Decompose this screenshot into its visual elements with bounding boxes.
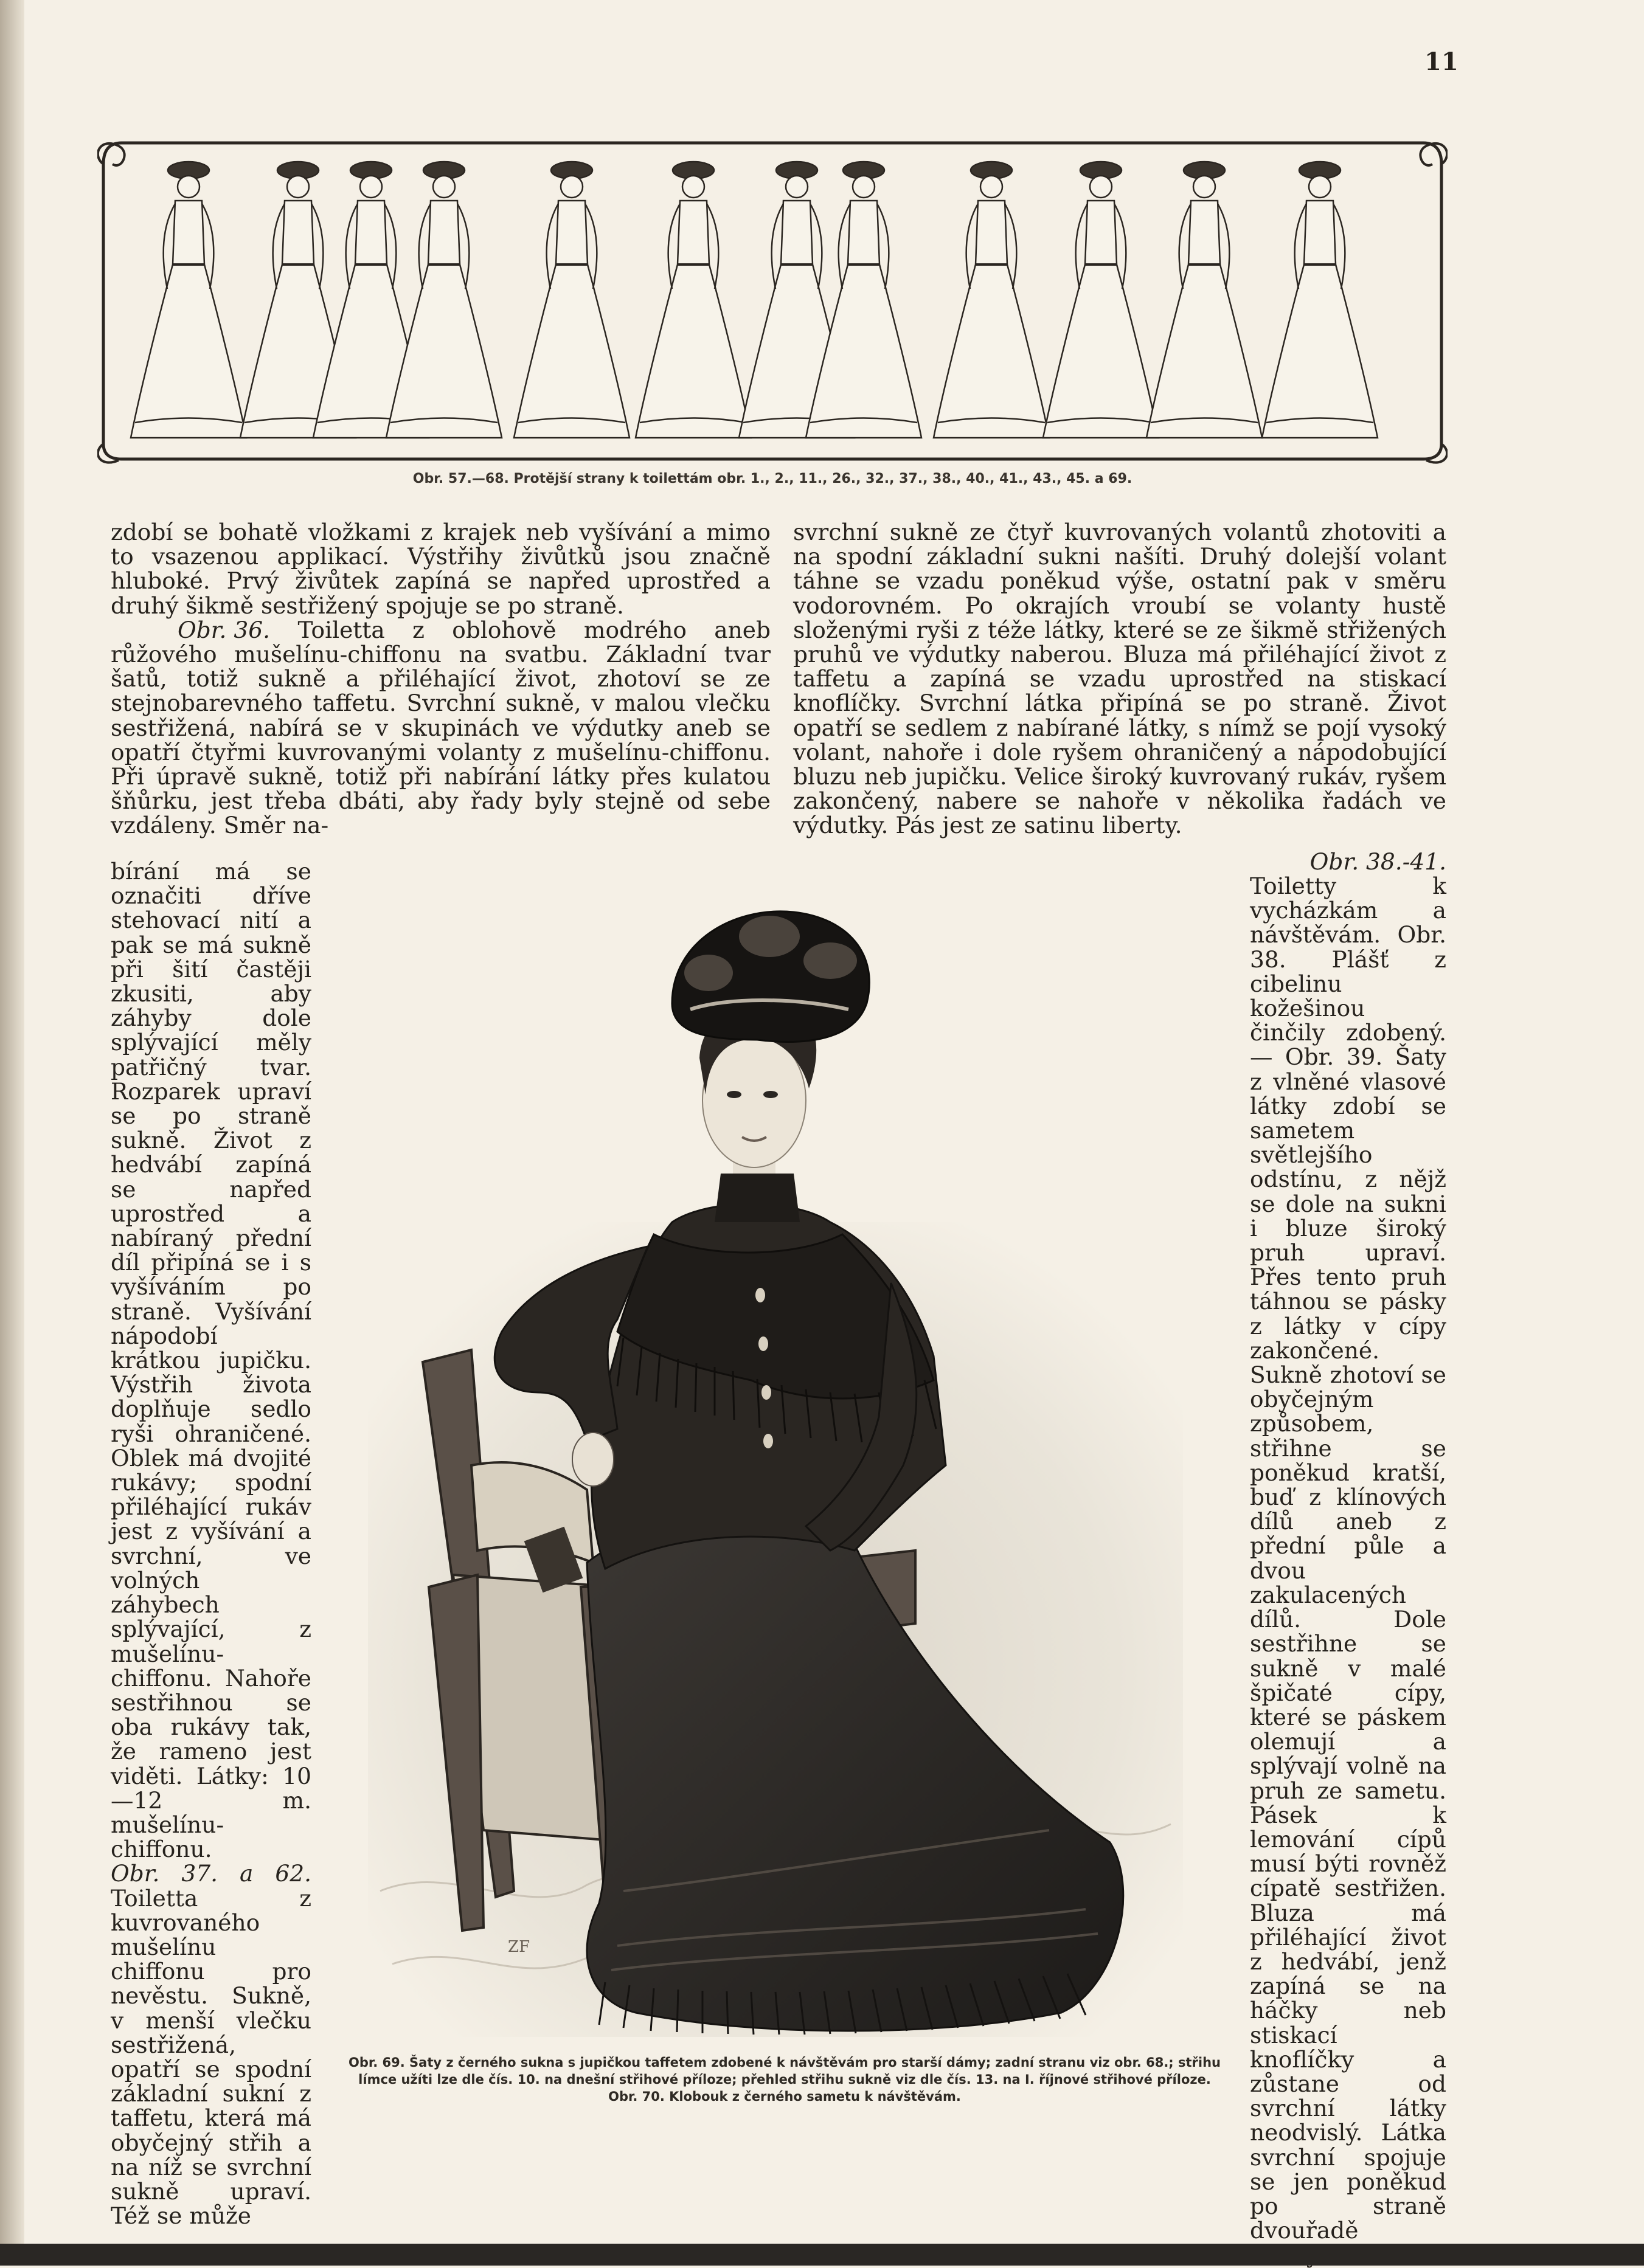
- fashion-figure-sketch: [1146, 162, 1262, 438]
- fashion-figure-sketch: [514, 162, 630, 438]
- fashion-figure-sketch: [636, 162, 751, 438]
- paragraph-obr-37: [111, 1861, 311, 2228]
- scan-page-edge: [0, 0, 24, 2266]
- photo-caption: [341, 2054, 1229, 2105]
- figure-reference: Obr. 36.: [178, 616, 271, 643]
- fashion-figure-sketch: [386, 162, 502, 438]
- paragraph-body: Toiletta z oblohově modrého aneb růžového mušelínu-chiffonu na svatbu. Základní tvar šatů, totiž sukně a přiléhající život, zhotoví se ze stejnobarevného taffetu. Svrchní sukně, v malou vlečku sestřižená, nabírá se v skupinách ve výdutky aneb se opatří čtyřmi kuvrovanými volanty z mušelínu-chiffonu. Při úpravě sukně, totiž při nabírání látky přes kulatou šňůrku, jest třeba dbáti, aby řady byly stejně od sebe vzdáleny. Směr na-: [111, 616, 771, 839]
- fashion-figure-sketch: [806, 162, 921, 438]
- paragraph-obr-36: [111, 618, 771, 838]
- fashion-figure-sketch: [1043, 162, 1159, 438]
- photo-caption-line: Obr. 69. Šaty z černého sukna s jupičkou taffetem zdobené k návštěvám pro starší dámy; zadní stranu viz obr. 68.; střihu límce užíti lze dle čís. 10. na dnešní střihové příloze; přehled střihu sukně viz dle čís. 13. na I. říjnové střihové příloze.: [348, 2055, 1221, 2087]
- figure-reference: Obr. 37. a 62.: [111, 1860, 311, 1887]
- photo-caption-line: Obr. 70. Klobouk z černého sametu k návštěvám.: [608, 2089, 961, 2104]
- collar: [715, 1174, 800, 1222]
- photo-seated-lady: [331, 857, 1219, 2049]
- page-number: 11: [1424, 47, 1458, 76]
- scan-bottom-edge: [0, 2244, 1644, 2266]
- text-column-right-narrow: [1250, 874, 1446, 2267]
- fashion-plate-illustration: [97, 137, 1448, 465]
- text-column-right-top: [793, 520, 1446, 838]
- paragraph-body: Toiletta z kuvrovaného mušelínu chiffonu pro nevěstu. Sukně, v menší vlečku sestřižená, opatří se spodní základní sukní z taffetu, která má obyčejný střih a na níž se svrchní sukně upraví. Též se může: [111, 1884, 311, 2230]
- paragraph: bírání má se označiti dříve stehovací nití a pak se má sukně při šití častěji zkusiti, aby záhyby dole splývající měly patřičný tvar. Rozparek upraví se po straně sukně. Život z hedvábí zapíná se napřed uprostřed a nabíraný přední díl připíná se i s vyšíváním po straně. Vyšívání nápodobí krátkou jupičku. Výstřih života doplňuje sedlo ryši ohraničené. Oblek má dvojité rukávy; spodní přiléhající rukáv jest z vyšívání a svrchní, ve volných záhybech splývající, z mušelínu-chiffonu. Nahoře sestřihnou se oba rukávy tak, že rameno jest viděti. Látky: 10—12 m. mušelínu-chiffonu.: [111, 858, 311, 1863]
- paragraph: Toiletty k vycházkám a návštěvám. Obr. 38. Plášť z cibelinu kožešinou činčily zdobený. — Obr. 39. Šaty z vlněné vlasové látky zdobí se sametem světlejšího odstínu, z nějž se dole na sukni i bluze široký pruh upraví. Přes tento pruh táhnou se pásky z látky v cípy zakončené. Sukně zhotoví se obyčejným způsobem, střihne se poněkud kratší, buď z klínových dílů aneb z přední půle a dvou zakulacených dílů. Dole sestřihne se sukně v malé špičaté cípy, které se páskem olemují a splývají volně na pruh ze sametu. Pásek k lemování cípů musí býti rovněž cípatě sestřižen. Bluza má přiléhající život z hedvábí, jenž zapíná se na háčky neb stiskací knoflíčky a zůstane od svrchní látky neodvislý. Látka svrchní spojuje se jen poněkud po straně dvouřadě: [1250, 873, 1446, 2244]
- paragraph: svrchní sukně ze čtyř kuvrovaných volantů zhotoviti a na spodní základní sukni našíti. Druhý dolejší volant táhne se vzadu poněkud výše, ostatní pak v směru vodorovném. Po okrajích vroubí se volanty hustě složenými ryši z téže látky, které se ze šikmě střižených pruhů ve výdutky naberou. Bluza má přiléhající život z taffetu a zapíná se vzadu uprostřed na stiskací knoflíčky. Svrchní látka připíná se po straně. Život opatří se sedlem z nabírané látky, s nímž se pojí vysoký volant, nahoře i dole ryšem ohraničený a nápodobující bluzu neb jupičku. Velice široký kuvrovaný rukáv, ryšem zakončený, nabere se nahoře v několika řadách ve výdutky. Pás jest ze satinu liberty.: [793, 519, 1446, 839]
- artist-monogram: ZF: [508, 1938, 530, 1956]
- top-figure-caption: Obr. 57.—68. Protější strany k toilettám obr. 1., 2., 11., 26., 32., 37., 38., 40., 41., 43., 45. a 69.: [412, 471, 1132, 486]
- text-column-left-top: [111, 520, 771, 838]
- text-column-left-narrow: [111, 859, 311, 2228]
- fashion-figure-sketch: [131, 162, 246, 438]
- paragraph: zdobí se bohatě vložkami z krajek neb vyšívání a mimo to vsazenou applikací. Výstřihy živůtků jsou značně hluboké. Prvý živůtek zapíná se napřed uprostřed a druhý šikmě sestřižený spojuje se po straně.: [111, 519, 771, 619]
- fashion-figure-sketch: [1262, 162, 1378, 438]
- hand: [572, 1433, 614, 1486]
- figure-reference: Obr. 38.-41.: [1309, 848, 1446, 875]
- fashion-figure-sketch: [934, 162, 1049, 438]
